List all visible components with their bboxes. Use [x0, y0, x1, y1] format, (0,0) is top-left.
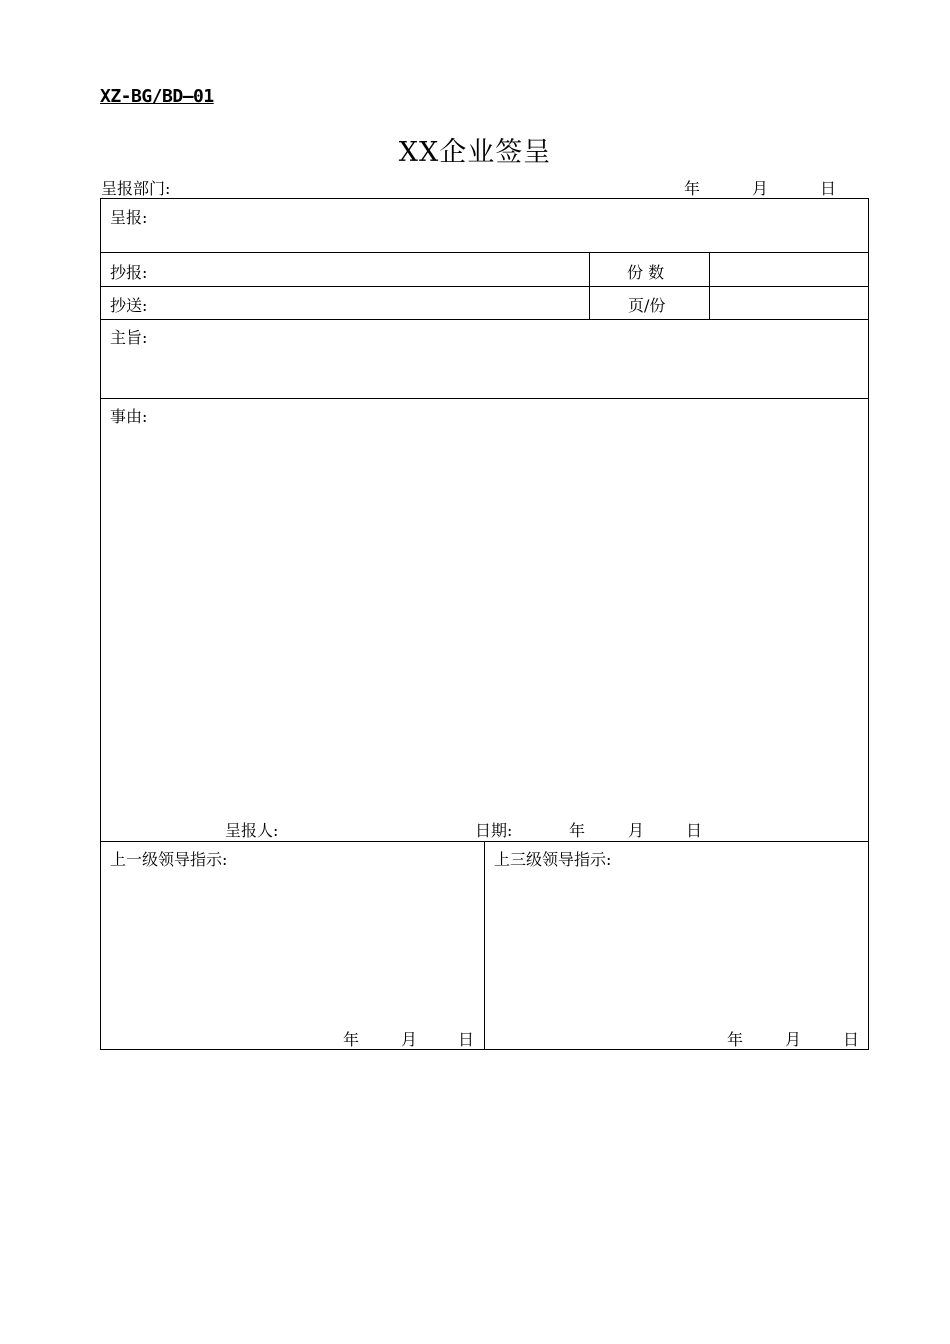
reason-label: 事由:	[110, 407, 148, 426]
row-divider	[101, 398, 868, 399]
header-month: 月	[752, 179, 769, 198]
subject-label: 主旨:	[110, 328, 148, 347]
cc-report-label: 抄报:	[110, 263, 148, 282]
submitter-label: 呈报人:	[225, 821, 279, 840]
header-day: 日	[820, 179, 837, 198]
level1-day: 日	[458, 1030, 475, 1049]
sign-form	[100, 198, 869, 1050]
level3-approval-label: 上三级领导指示:	[494, 850, 612, 869]
level3-day: 日	[843, 1030, 860, 1049]
level1-year: 年	[343, 1030, 360, 1049]
date-label: 日期:	[475, 821, 513, 840]
level1-month: 月	[401, 1030, 418, 1049]
pages-field[interactable]	[713, 289, 863, 315]
dept-label: 呈报部门:	[101, 179, 171, 198]
date-month: 月	[628, 821, 645, 840]
pages-label: 页/份	[628, 296, 666, 315]
submit-to-label: 呈报:	[110, 208, 148, 227]
level1-approval-label: 上一级领导指示:	[110, 850, 228, 869]
row-divider	[101, 319, 868, 320]
header-year: 年	[684, 179, 701, 198]
copies-field[interactable]	[713, 256, 863, 282]
row-divider	[101, 286, 868, 287]
date-day: 日	[686, 821, 703, 840]
copies-label: 份 数	[627, 263, 665, 282]
level3-year: 年	[727, 1030, 744, 1049]
row-divider	[101, 252, 868, 253]
document-code: XZ-BG/BD—01	[100, 86, 214, 107]
cc-send-label: 抄送:	[110, 296, 148, 315]
column-divider	[484, 841, 485, 1049]
date-year: 年	[569, 821, 586, 840]
column-divider	[709, 252, 710, 319]
column-divider	[589, 252, 590, 319]
level3-month: 月	[785, 1030, 802, 1049]
document-title: XX企业签呈	[398, 137, 552, 168]
